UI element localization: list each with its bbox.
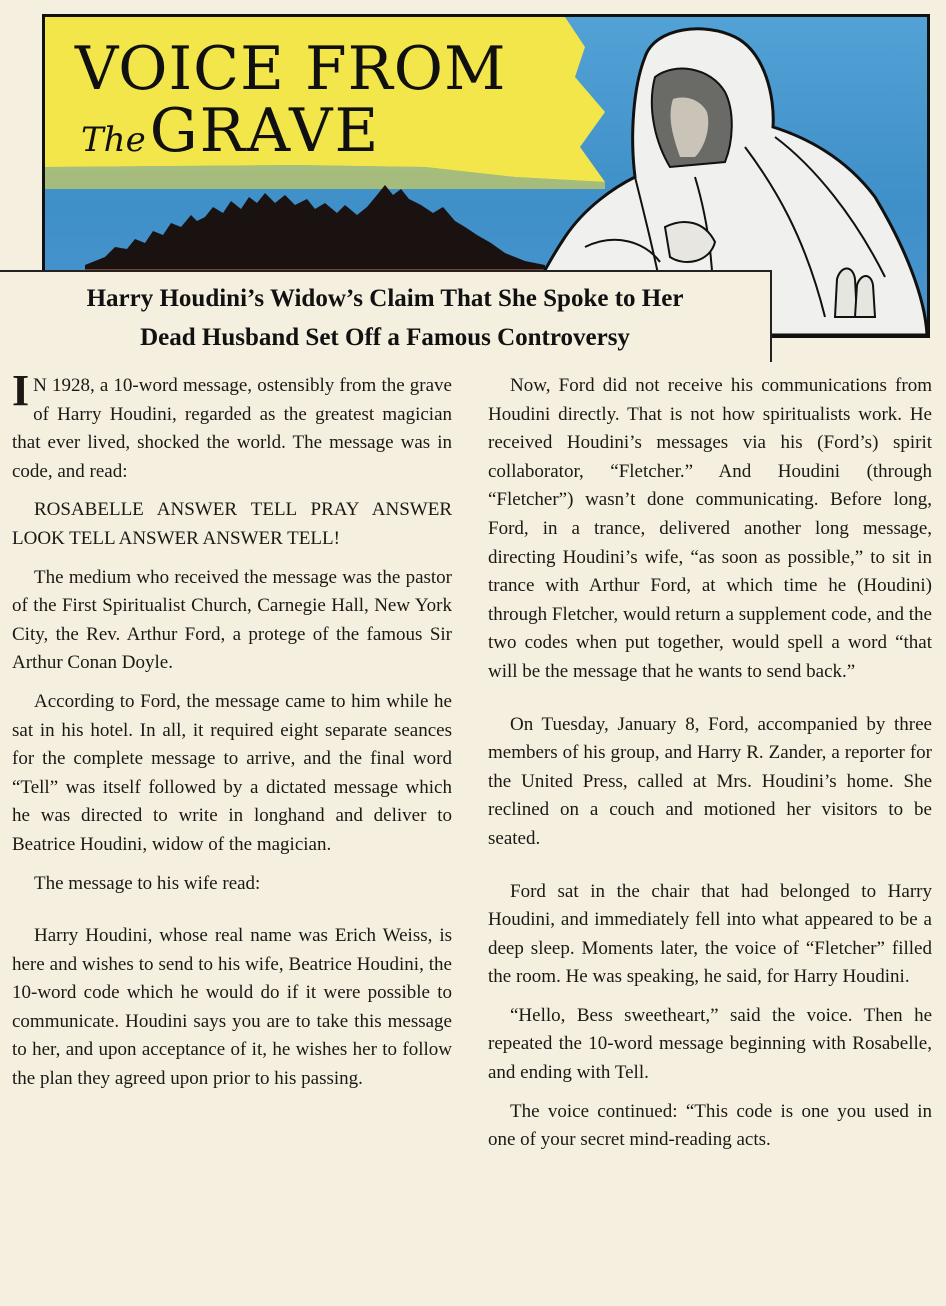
paragraph-medium: The medium who received the message was the pastor of the First Spiritualist Church, Carnegie Hall, New York City, the Rev. Arthur Ford, a protege of the famous Sir Arthur Conan Doyle. xyxy=(12,566,452,674)
article-subtitle xyxy=(0,270,772,362)
subtitle-line-2: Dead Husband Set Off a Famous Controversy xyxy=(140,324,630,351)
paragraph-tuesday: On Tuesday, January 8, Ford, accompanied by three members of his group, and Harry R. Zander, a reporter for the United Press, called at Mrs. Houdini’s home. She reclined on a couch and motioned her visitors to be seated. xyxy=(488,713,932,849)
title-voice-from: VOICE FROM xyxy=(75,34,507,104)
paragraph-wife-message-intro: The message to his wife read: xyxy=(34,872,261,894)
paragraph-according: According to Ford, the message came to him while he sat in his hotel. In all, it required eight separate seances for the complete message to arrive, and the final word “Tell” was itself followed by a dictated message which he was directed to write in longhand and deliver to Beatrice Houdini, widow of the magician. xyxy=(12,690,452,855)
subtitle-line-1: Harry Houdini’s Widow’s Claim That She Spoke to Her xyxy=(86,285,684,312)
paragraph-wife-message: Harry Houdini, whose real name was Erich Weiss, is here and wishes to send to his wife, Beatrice Houdini, the 10-word code which he would do if it were possible to communicate. Houdini says you are to take this message to her, and upon acceptance of it, he wishes her to follow the plan they agreed upon prior to his passing. xyxy=(12,925,452,1090)
paragraph-hello-bess: “Hello, Bess sweetheart,” said the voice. Then he repeated the 10-word message beginning with Rosabelle, and ending with Tell. xyxy=(488,1004,932,1084)
paragraph-intro-text: N 1928, a 10-word message, ostensibly from the grave of Harry Houdini, regarded as the greatest magician that ever lived, shocked the world. The message was in code, and read: xyxy=(12,375,452,482)
right-column xyxy=(488,372,932,1165)
title-grave: GRAVE xyxy=(149,96,381,166)
banner-title xyxy=(75,34,507,166)
paragraph-code-message: ROSABELLE ANSWER TELL PRAY ANSWER LOOK TELL ANSWER ANSWER TELL! xyxy=(12,499,452,549)
drop-cap: I xyxy=(12,366,30,415)
paragraph-intro xyxy=(12,366,452,486)
city-skyline-illustration xyxy=(85,185,545,277)
paragraph-voice-continued: The voice continued: “This code is one you used in one of your secret mind-reading acts. xyxy=(488,1100,932,1151)
paragraph-chair: Ford sat in the chair that had belonged to Harry Houdini, and immediately fell into what appeared to be a deep sleep. Moments later, the voice of “Fletcher” filled the room. He was speaking, he said, for Harry Houdini. xyxy=(488,880,932,988)
title-the: The xyxy=(81,120,146,160)
left-column xyxy=(12,366,452,1104)
ghost-figures-illustration xyxy=(835,269,875,318)
paragraph-ford-communications: Now, Ford did not receive his communications from Houdini directly. That is not how spiritualists work. He received Houdini’s messages via his (Ford’s) spirit collaborator, “Fletcher.” And Houdini (through “Fletcher”) wasn’t done communicating. Before long, Ford, in a trance, delivered another long message, directing Houdini’s wife, “as soon as possible,” to sit in trance with Arthur Ford, at which time he (Houdini) through Fletcher, would return a supplement code, and the two codes when put together, would spell a word “that will be the message that he wants to send back.” xyxy=(488,375,932,682)
